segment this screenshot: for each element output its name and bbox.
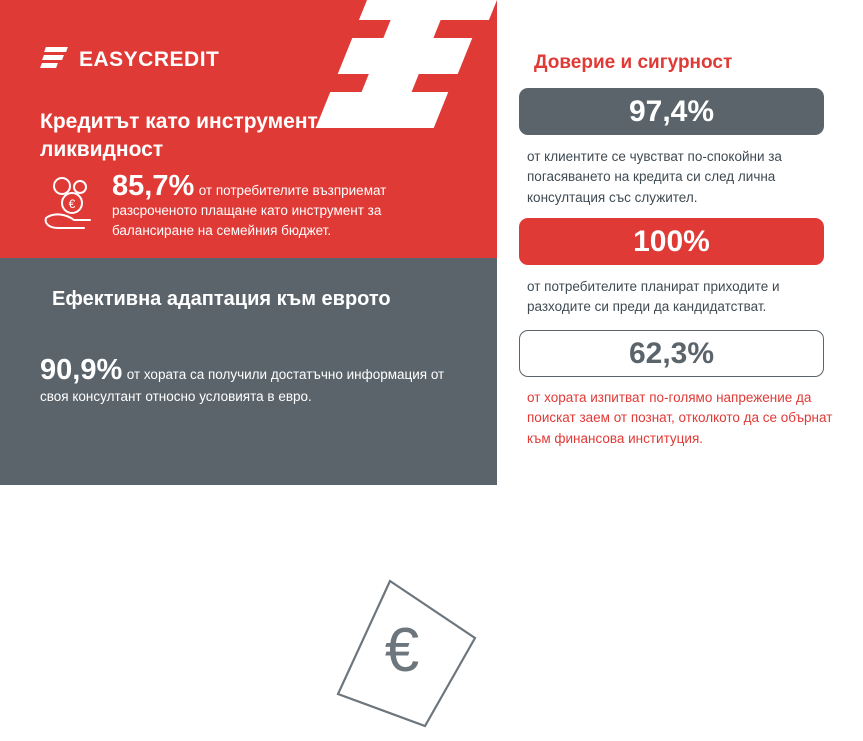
red-panel-stat xyxy=(40,170,460,240)
grey-stat-value: 90,9% xyxy=(40,354,123,386)
grey-stat-caption: от хората са получили достатъчно информация от своя консултант относно условията в евро. xyxy=(40,367,445,404)
red-panel xyxy=(0,0,497,258)
brand-name: EASYCREDIT xyxy=(79,48,220,71)
right-column xyxy=(497,0,863,485)
red-panel-title: Кредитът като инструмент за ликвидност xyxy=(40,110,346,161)
red-stat-value: 85,7% xyxy=(112,170,195,202)
stat-pill-2-caption: от потребителите планират приходите и разходите си преди да кандидатстват. xyxy=(527,279,780,315)
svg-text:€: € xyxy=(384,616,420,685)
stat-pill-2 xyxy=(519,218,824,265)
stat-pill-1-caption: от клиентите се чувстват по-спокойни за погасяването на кредита си след лична консултация със служител. xyxy=(527,149,782,205)
svg-text:€: € xyxy=(68,197,76,211)
coins-hand-icon xyxy=(40,174,100,237)
stat-pill-3 xyxy=(519,330,824,377)
grey-panel-title: Ефективна адаптация към еврото xyxy=(52,288,391,310)
stat-pill-1-value: 97,4% xyxy=(628,94,715,128)
euro-symbol-icon xyxy=(330,576,480,736)
stat-pill-1 xyxy=(519,88,824,135)
stat-pill-2-value: 100% xyxy=(633,224,710,258)
grey-panel-stat xyxy=(40,356,460,407)
right-section-title: Доверие и сигурност xyxy=(534,52,733,73)
easycredit-mark-icon xyxy=(40,45,66,75)
stat-pill-3-value: 62,3% xyxy=(628,336,715,370)
brand-logo xyxy=(40,45,219,75)
red-stat-caption: от потребителите възприемат разсроченото плащане като инструмент за балансиране на семейния бюджет. xyxy=(112,183,387,238)
stat-pill-3-caption: от хората изпитват по-голямо напрежение да поискат заем от познат, отколкото да се обърнат към финансова институция. xyxy=(527,390,833,446)
